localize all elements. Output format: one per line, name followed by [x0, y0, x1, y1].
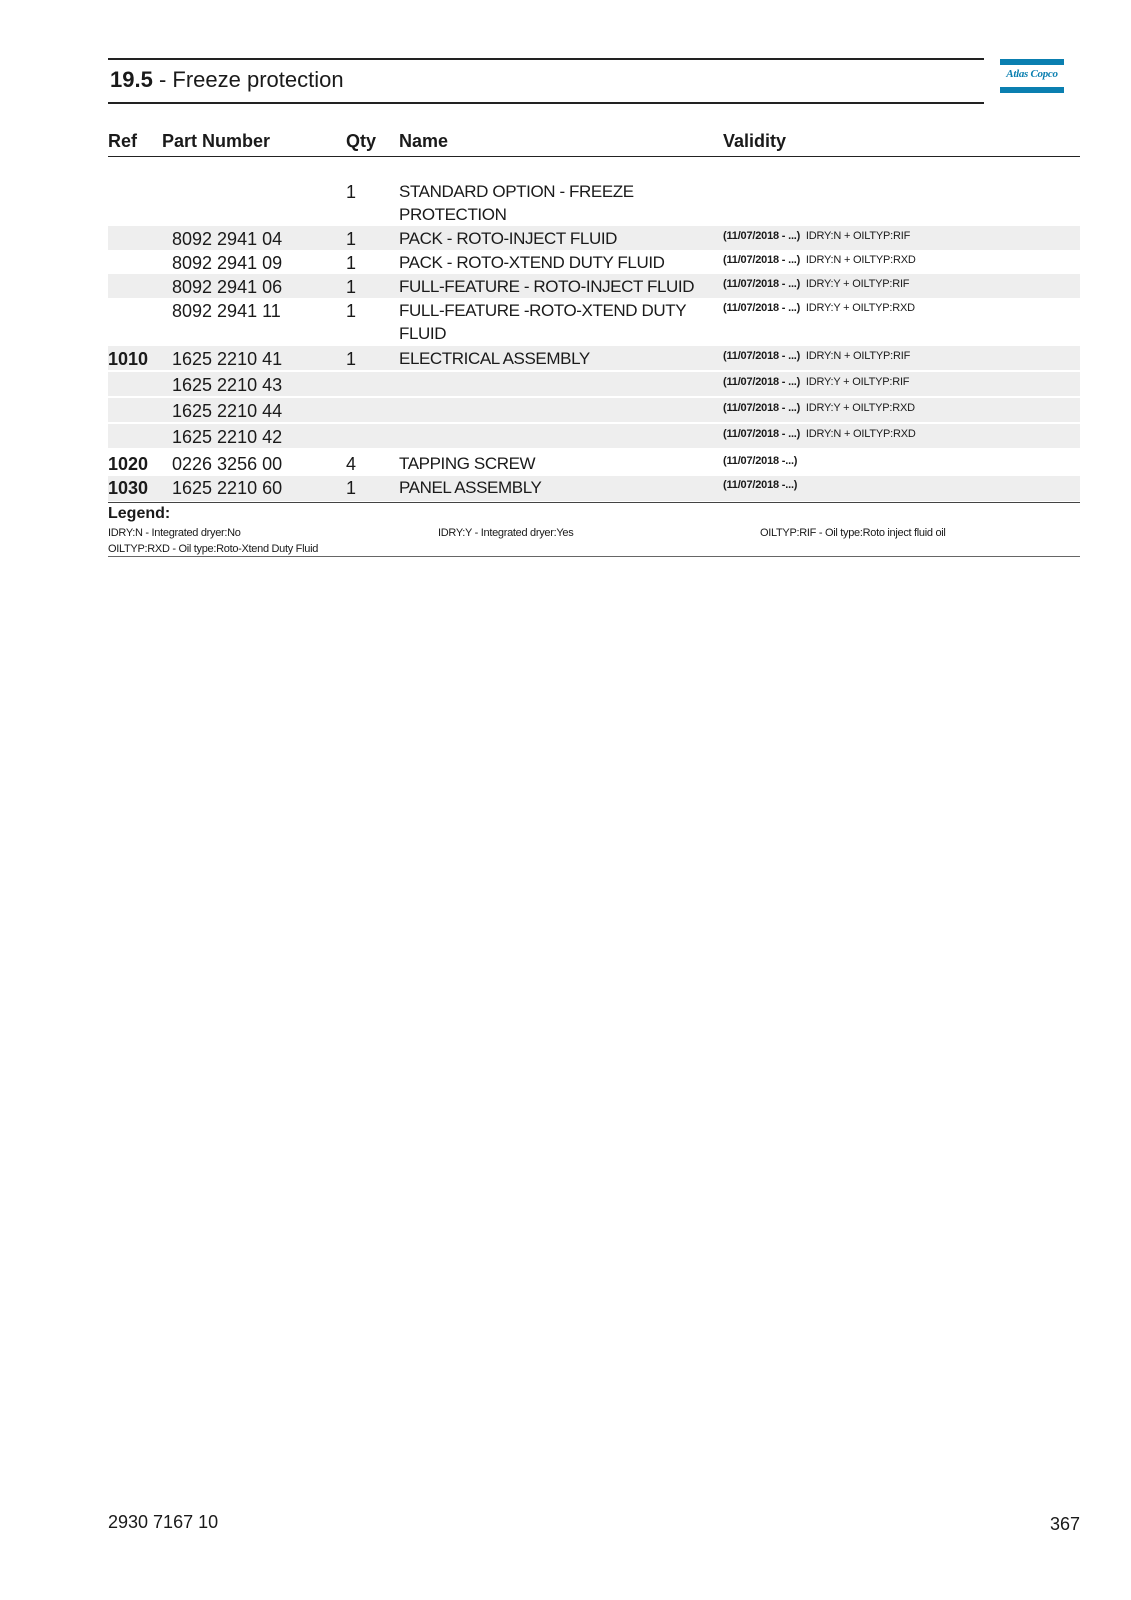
- part-name: ELECTRICAL ASSEMBLY: [399, 349, 590, 368]
- table-row: [108, 226, 1080, 250]
- part-name: PACK - ROTO-XTEND DUTY FLUID: [399, 253, 665, 272]
- document-number: 2930 7167 10: [108, 1512, 219, 1532]
- part-number: 0226 3256 00: [172, 454, 283, 474]
- validity-date: (11/07/2018 - ...): [723, 428, 801, 440]
- table-row: [108, 372, 1080, 396]
- table-row: [108, 298, 1080, 346]
- col-header-qty: Qty: [346, 131, 377, 151]
- validity-condition: IDRY:Y + OILTYP:RIF: [805, 376, 910, 388]
- page-title: [110, 67, 344, 93]
- table-row: [108, 250, 1080, 274]
- col-header-name: Name: [399, 131, 449, 151]
- validity-date: (11/07/2018 - ...): [723, 230, 801, 242]
- qty: 1: [346, 478, 357, 498]
- qty: 4: [346, 454, 357, 474]
- validity: [723, 479, 797, 491]
- part-name: FULL-FEATURE -ROTO-XTEND DUTY FLUID: [399, 301, 687, 343]
- table-row: [108, 424, 1080, 448]
- validity-date: (11/07/2018 - ...): [723, 302, 801, 314]
- part-number: 8092 2941 11: [172, 301, 281, 321]
- validity-date: (11/07/2018 -...): [723, 455, 798, 467]
- section-title: - Freeze protection: [152, 67, 344, 92]
- legend-item: IDRY:Y - Integrated dryer:Yes: [438, 527, 574, 539]
- legend-title: Legend:: [108, 505, 171, 522]
- validity: [723, 428, 916, 440]
- table-row: [108, 476, 1080, 501]
- validity-date: (11/07/2018 -...): [723, 479, 798, 491]
- logo-bar-top: [1000, 59, 1064, 65]
- validity: [723, 402, 915, 414]
- col-header-part-number: Part Number: [162, 131, 271, 151]
- validity: [723, 302, 915, 314]
- part-number: 8092 2941 04: [172, 229, 283, 249]
- logo-bar-bottom: [1000, 87, 1064, 93]
- part-name: STANDARD OPTION - FREEZE PROTECTION: [399, 182, 634, 224]
- validity-condition: IDRY:N + OILTYP:RIF: [805, 230, 911, 242]
- page-header: [108, 58, 984, 104]
- part-number: 8092 2941 09: [172, 253, 283, 273]
- table-row: [108, 274, 1080, 298]
- part-name: TAPPING SCREW: [399, 454, 536, 473]
- atlas-copco-logo: [1000, 59, 1064, 93]
- validity-date: (11/07/2018 - ...): [723, 376, 801, 388]
- legend-item: IDRY:N - Integrated dryer:No: [108, 527, 241, 539]
- validity: [723, 230, 910, 242]
- validity-condition: IDRY:Y + OILTYP:RXD: [805, 402, 915, 414]
- part-number: 1625 2210 44: [172, 401, 283, 421]
- validity: [723, 350, 910, 362]
- validity-condition: IDRY:Y + OILTYP:RXD: [805, 302, 915, 314]
- legend-bottom-rule: [108, 556, 1080, 557]
- col-header-validity: Validity: [723, 131, 787, 151]
- validity: [723, 455, 797, 467]
- page-number: 367: [1049, 1514, 1080, 1534]
- legend-item: OILTYP:RIF - Oil type:Roto inject fluid oil: [760, 527, 946, 539]
- validity-date: (11/07/2018 - ...): [723, 350, 801, 362]
- qty: 1: [346, 349, 357, 369]
- qty: 1: [346, 253, 357, 273]
- logo-text: Atlas Copco: [1006, 68, 1058, 80]
- col-header-ref: Ref: [108, 131, 138, 151]
- validity-date: (11/07/2018 - ...): [723, 402, 801, 414]
- validity-condition: IDRY:N + OILTYP:RIF: [805, 350, 911, 362]
- part-name: PANEL ASSEMBLY: [399, 478, 542, 497]
- legend-item: OILTYP:RXD - Oil type:Roto-Xtend Duty Fluid: [108, 543, 319, 555]
- header-rule: [108, 156, 1080, 157]
- table-row: [108, 452, 1080, 476]
- qty: 1: [346, 229, 357, 249]
- table-bottom-rule: [108, 502, 1080, 503]
- part-name: FULL-FEATURE - ROTO-INJECT FLUID: [399, 277, 695, 296]
- validity-condition: IDRY:N + OILTYP:RXD: [805, 254, 916, 266]
- part-number: 8092 2941 06: [172, 277, 283, 297]
- qty: 1: [346, 301, 357, 321]
- validity: [723, 254, 916, 266]
- part-number: 1625 2210 41: [172, 349, 283, 369]
- part-number: 1625 2210 43: [172, 375, 283, 395]
- section-number: 19.5: [110, 67, 153, 92]
- validity: [723, 376, 909, 388]
- ref-number: 1020: [108, 454, 149, 474]
- qty: 1: [346, 182, 357, 202]
- qty: 1: [346, 277, 357, 297]
- validity: [723, 278, 909, 290]
- part-name: PACK - ROTO-INJECT FLUID: [399, 229, 618, 248]
- part-number: 1625 2210 42: [172, 427, 283, 447]
- validity-date: (11/07/2018 - ...): [723, 254, 801, 266]
- validity-condition: IDRY:N + OILTYP:RXD: [805, 428, 916, 440]
- validity-date: (11/07/2018 - ...): [723, 278, 801, 290]
- ref-number: 1010: [108, 349, 149, 369]
- part-number: 1625 2210 60: [172, 478, 283, 498]
- validity-condition: IDRY:Y + OILTYP:RIF: [805, 278, 910, 290]
- table-row: [108, 346, 1080, 370]
- ref-number: 1030: [108, 478, 149, 498]
- table-row: [108, 180, 1080, 226]
- table-row: [108, 398, 1080, 422]
